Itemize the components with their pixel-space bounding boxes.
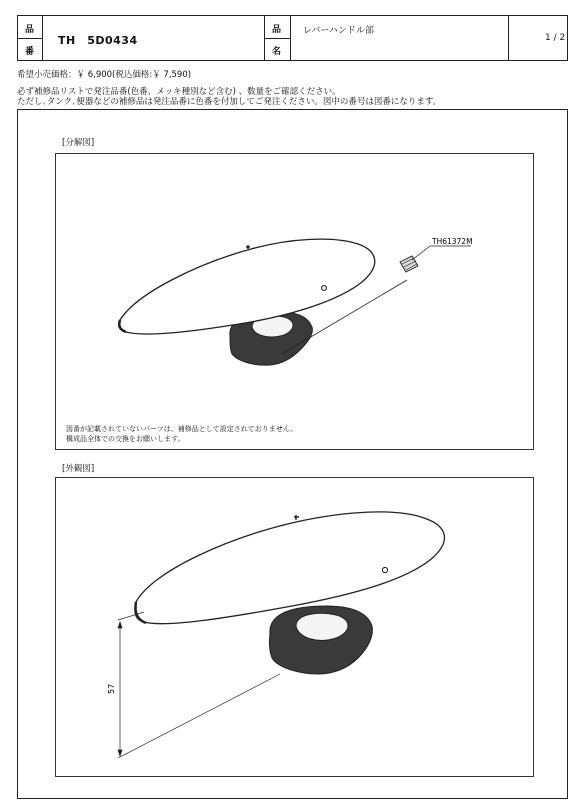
hot-mark-icon [246, 245, 250, 249]
hot-mark-icon [294, 515, 299, 520]
divider [290, 16, 291, 60]
price-note: 希望小売価格：￥ 6,900(税込価格:￥ 7,590) [17, 70, 192, 80]
order-note-1: 必ず補修品リストで発注品番(色番、メッキ種別など含む) 、数量をご確認ください。 [17, 87, 341, 97]
exterior-drawing [56, 478, 533, 776]
set-screw-icon [400, 246, 471, 272]
page-number: 1 / 2 [545, 33, 566, 43]
lever-blade [135, 512, 445, 624]
handle-base [269, 606, 372, 674]
exploded-note-1: 図番が記載されていないパーツは、補修品として設定されておりません。 [66, 425, 298, 433]
exterior-title: [外観図] [62, 464, 95, 474]
drawing-frame [17, 109, 568, 799]
height-dimension [118, 612, 280, 758]
divider [42, 16, 43, 60]
ban-label: 番 [25, 47, 35, 57]
exploded-note-2: 構成品全体での交換をお願いします。 [66, 435, 185, 443]
exploded-title: [分解図] [62, 138, 95, 148]
order-note-2: ただし､タンク､便器などの補修品は発注品番に色番を付加してご発注ください。図中の番号は図番になります。 [17, 97, 442, 107]
header-table [17, 15, 568, 61]
exterior-panel [55, 477, 534, 777]
part-name: レバーハンドル部 [303, 26, 374, 36]
divider [264, 38, 290, 39]
divider [508, 16, 509, 60]
divider [18, 38, 42, 39]
part-label-th61372m: TH61372M [432, 237, 473, 246]
part-number: TH 5D0434 [58, 34, 138, 47]
dimension-value: 57 [107, 683, 116, 694]
exploded-drawing [56, 154, 533, 449]
mei-label: 名 [272, 47, 282, 57]
lever-blade [119, 239, 375, 334]
hin-label: 品 [25, 25, 35, 35]
exploded-panel [55, 153, 534, 450]
hin-label-2: 品 [272, 25, 282, 35]
